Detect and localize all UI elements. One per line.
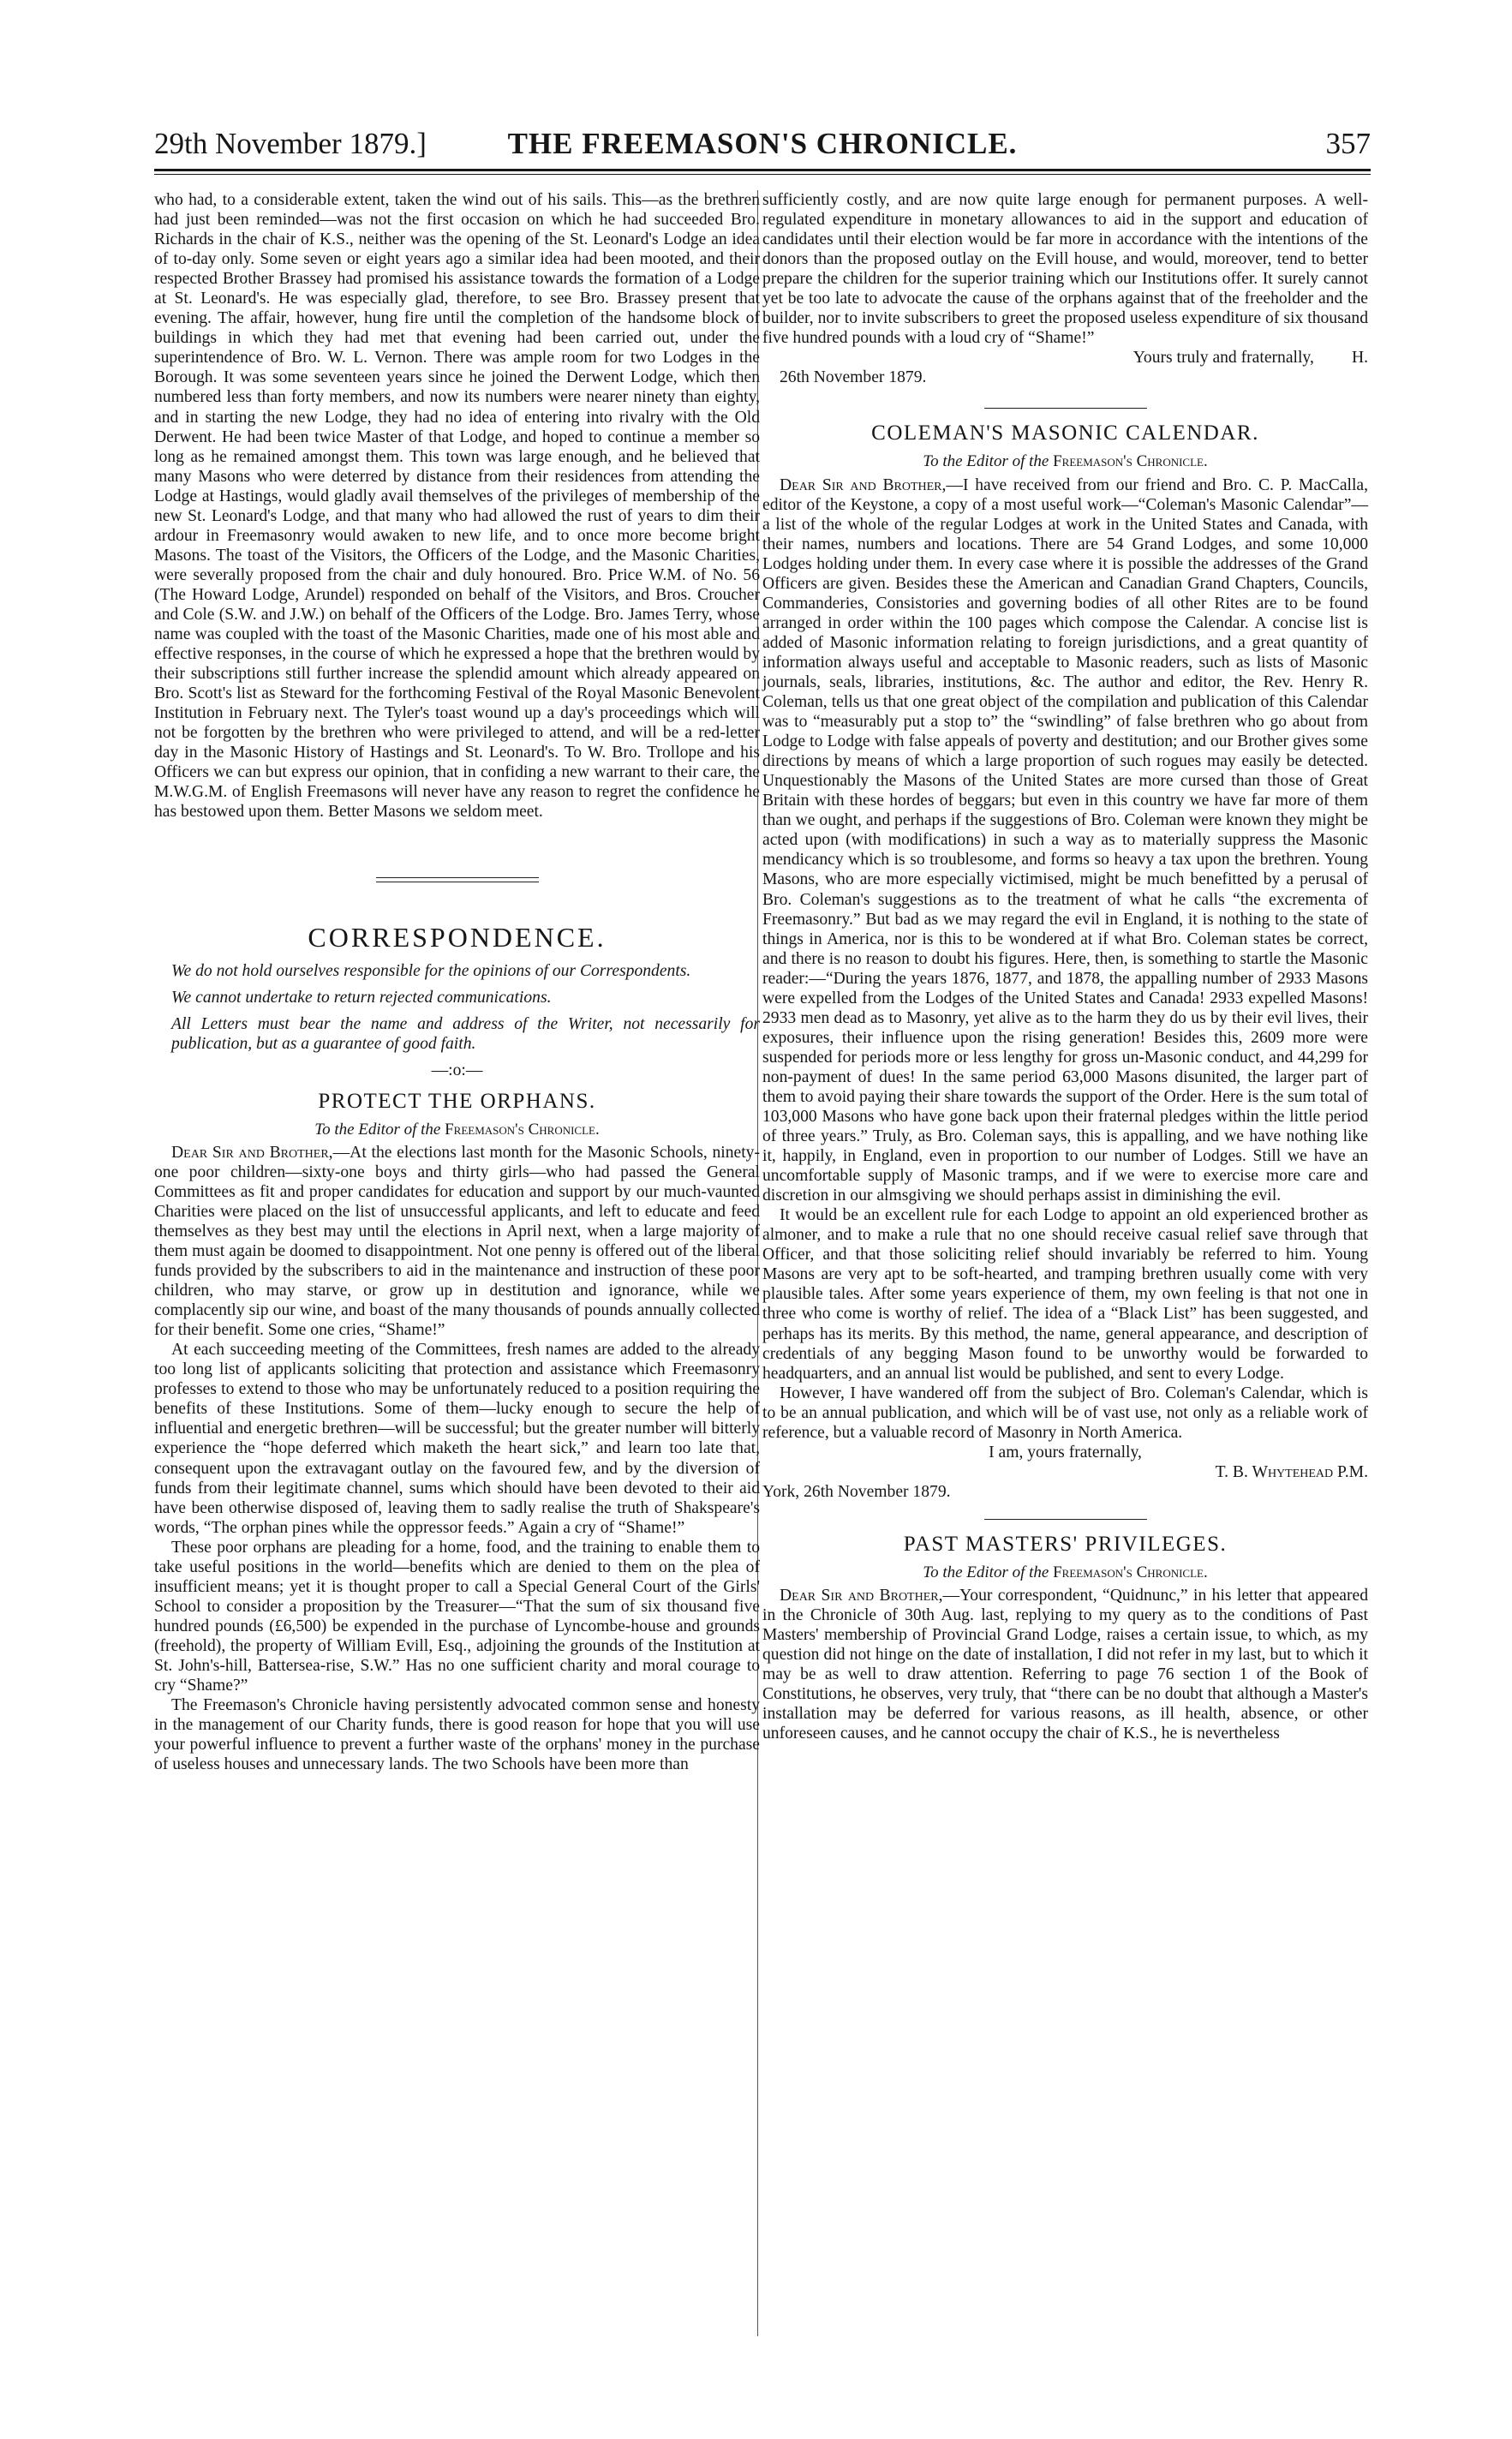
- past-masters-salutation: Dear Sir and Brother,: [780, 1587, 943, 1605]
- orphans-paragraph-2: At each succeeding meeting of the Committees, fresh names are added to the already too long list of applicants soliciting that protection and assistance which Freemasonry professes to extend to those who may be unfortunately reduced to a position requiring the benefits of these Institutions. Some of them—lucky enough to secure the help of influential and energetic brethren—will be successful; but the greater number will bitterly experience the “hope deferred which maketh the heart sick,” and learn too late that, consequent upon the extravagant outlay on the favoured few, and by the diversion of funds from their legitimate channel, sums which should have been devoted to their aid have been otherwise disposed of, leaving them to sadly realise the truth of Shakspeare's words, “The orphan pines while the oppressor feeds.” Again a cry of “Shame!”: [154, 1341, 760, 1537]
- masthead: [154, 127, 1371, 166]
- orphans-heading: PROTECT THE ORPHANS.: [318, 1089, 596, 1113]
- orphans-continuation: sufficiently costly, and are now quite large enough for permanent purposes. A well-regulated expenditure in monetary allowances to aid in the support and education of candidates until their election would be far more in accordance with the intentions of the donors than the proposed outlay on the Evill house, and would, moreover, tend to better prepare the children for the superior training which our Institutions offer. It surely cannot yet be too late to advocate the cause of the orphans against that of the freeholder and the builder, nor to invite subscribers to greet the proposed useless expenditure of six thousand five hundred pounds with a loud cry of “Shame!”: [762, 191, 1368, 348]
- coleman-signature: T. B. Whytehead P.M.: [1215, 1462, 1368, 1481]
- orphans-salutation: Dear Sir and Brother,: [171, 1143, 333, 1162]
- left-column: [154, 190, 760, 1774]
- coleman-paragraph-3: However, I have wandered off from the subject of Bro. Coleman's Calendar, which is to be an annual publication, and which will be of vast use, not only as a reliable work of reference, but a valuable record of Masonry in North America.: [762, 1384, 1368, 1442]
- notice-responsibility: We do not hold ourselves responsible for the opinions of our Correspondents.: [171, 961, 691, 980]
- coleman-paragraph-1: Dear Sir and Brother,—I have received from our friend and Bro. C. P. MacCalla, editor of the Keystone, a copy of a most useful work—“Coleman's Masonic Calendar”—a list of the whole of the regular Lodges at work in the United States and Canada, with their names, numbers and locations. There are 54 Grand Lodges, and some 10,000 Lodges holding under them. In every case where it is possible the addresses of the Grand Officers are given. Besides these the American and Canadian Grand Chapters, Councils, Commanderies, Consistories and governing bodies of all other Rites are to be found arranged in order within the 100 pages which compose the Calendar. A concise list is added of Masonic information relating to foreign jurisdictions, and a great quantity of information always useful and acceptable to Masonic readers, such as lists of Masonic journals, seals, libraries, institutions, &c. The author and editor, the Rev. Henry R. Coleman, tells us that one great object of the compilation and publication of this Calendar was to “measurably put a stop to” the “swindling” of false brethren who go about from Lodge to Lodge with false appeals of poverty and destitution; and our Brother gives some directions by means of which a large proportion of such rogues may easily be detected. Unquestionably the Masons of the United States are more cursed than those of Great Britain with these hordes of beggars; but even in this country we have far more of them than we ought, and perhaps if the suggestions of Bro. Coleman were known they might be acted upon (with modifications) in such a way as to materially suppress the Masonic mendicancy which is so troublesome, and forms so heavy a tax upon the brethren. Young Masons, who are more especially victimised, might be much benefitted by a perusal of Bro. Coleman's suggestions as to the treatment of what he calls “the excrementa of Freemasonry.” But bad as we may regard the evil in England, it is nothing to the state of things in America, nor is this to be wondered at if what Bro. Coleman states be correct, and there is no reason to doubt his figures. Here, then, is something to startle the Masonic reader:—“During the years 1876, 1877, and 1878, the appalling number of 2933 Masons were expelled from the Lodges of the United States and Canada! 2933 expelled Masons! 2933 men dead as to Masonry, yet alive as to the harm they do us by their evil lives, their exposures, their influence upon the rising generation! Besides this, 2609 more were suspended for periods more or less lengthy for gross un-Masonic conduct, and 44,299 for non-payment of dues! In the same period 63,000 Masons disunited, the larger part of them to avoid paying their share towards the support of the Order. Here is the sum total of 103,000 Masons who have gone back upon their fraternal pledges within the little period of three years.” Truly, as Bro. Coleman says, this is appalling, and we have nothing like it, happily, in England, even in proportion to our number of Lodges. Still we have an uncomfortable supply of Masonic tramps, and if we were to exercise more care and discretion in our almsgiving we should perhaps assist in diminishing the evil.: [762, 475, 1368, 1205]
- page-number: 357: [1325, 127, 1371, 160]
- orphans-paragraph-3: These poor orphans are pleading for a home, food, and the training to enable them to take useful positions in the world—benefits which are denied to them on the plea of insufficient means; yet it is thought proper to call a Special General Court of the Girls' School to consider a proposition by the Treasurer—“That the sum of six thousand five hundred pounds (£6,500) be expended in the purchase of Lyncombe-house and grounds (freehold), the property of William Evill, Esq., adjoining the grounds of the Institution at St. John's-hill, Battersea-rise, S.W.” Has no one sufficient charity and moral courage to cry “Shame?”: [154, 1538, 760, 1695]
- coleman-to-editor: To the Editor of the Freemason's Chronicle.: [923, 452, 1208, 471]
- coleman-salutation: Dear Sir and Brother,: [780, 475, 947, 494]
- orphans-to-editor: To the Editor of the Freemason's Chronicle.: [314, 1120, 600, 1139]
- orphans-paragraph-4: The Freemason's Chronicle having persistently advocated common sense and honesty in the management of our Charity funds, there is good reason for hope that you will use your powerful influence to prevent a further waste of the orphans' money in the purchase of useless houses and unnecessary lands. The two Schools have been more than: [154, 1696, 760, 1774]
- past-masters-paragraph-1: Dear Sir and Brother,—Your correspondent, “Quidnunc,” in his letter that appeared in the Chronicle of 30th Aug. last, replying to my query as to the conditions of Past Masters' membership of Provincial Grand Lodge, raises a certain issue, to which, as my question did not hinge on the date of installation, I did not refer in my last, but to which it may be as well to draw attention. Referring to page 76 section 1 of the Book of Constitutions, he observes, very truly, that “there can be no doubt that although a Master's installation may be deferred for various reasons, as ill health, absence, or other unforeseen causes, and he cannot occupy the chair of K.S., he is nevertheless: [762, 1587, 1368, 1743]
- orphans-signoff: Yours truly and fraternally, H.: [1133, 349, 1368, 368]
- right-column: [762, 190, 1368, 1743]
- coleman-signoff: I am, yours fraternally,: [989, 1443, 1142, 1462]
- masthead-rule-thin: [154, 174, 1371, 175]
- orphans-paragraph-1: Dear Sir and Brother,—At the elections last month for the Masonic Schools, ninety-one poor children—sixty-one boys and thirty girls—who had passed the General Committees as fit and proper candidates for education and support by our much-vaunted Charities were placed on the list of unsuccessful applicants, and left to educate and feed themselves as they best may until the elections in April next, when a large majority of them must again be doomed to disappointment. Not one penny is offered out of the liberal funds provided by the subscribers to aid in the maintenance and instruction of these poor children, who may starve, or grow up in destitution and ignorance, while we complacently sip our wine, and boast of the many thousands of pounds annually collected for their benefit. Some one cries, “Shame!”: [154, 1143, 760, 1340]
- report-continuation: who had, to a considerable extent, taken the wind out of his sails. This—as the brethren had just been reminded—was not the first occasion on which he had succeeded Bro. Richards in the chair of K.S., neither was the opening of the St. Leonard's Lodge an idea of to-day only. Some seven or eight years ago a similar idea had been mooted, and their respected Brother Brassey had promised his assistance towards the formation of a Lodge at St. Leonard's. He was especially glad, therefore, to see Bro. Brassey present that evening. The affair, however, hung fire until the completion of the handsome block of buildings in which they had met that evening had been carried out, under the superintendence of Bro. W. L. Vernon. There was ample room for two Lodges in the Borough. It was some seventeen years since he joined the Derwent Lodge, which then numbered less than forty members, and now its numbers were nearer ninety than eighty, and in starting the new Lodge, they had no idea of entering into rivalry with the Old Derwent. He had been twice Master of that Lodge, and hoped to continue a member so long as he remained amongst them. This town was large enough, and he believed that many Masons who were deterred by distance from their residences from attending the Lodge at Hastings, would gladly avail themselves of the privileges of membership of the new St. Leonard's Lodge, and that many who had allowed the rust of years to dim their ardour in Freemasonry would awaken to new life, and to once more become bright Masons. The toast of the Visitors, the Officers of the Lodge, and the Masonic Charities, were severally proposed from the chair and duly honoured. Bro. Price W.M. of No. 56 (The Howard Lodge, Arundel) responded on behalf of the Visitors, and Bros. Croucher and Cole (S.W. and J.W.) on behalf of the Officers of the Lodge. Bro. James Terry, whose name was coupled with the toast of the Masonic Charities, made one of his most able and effective responses, in the course of which he expressed a hope that the brethren would by their subscriptions still further increase the splendid amount which already appeared on Bro. Scott's list as Steward for the forthcoming Festival of the Royal Masonic Benevolent Institution in February next. The Tyler's toast wound up a day's proceedings which will not be forgotten by the brethren who were privileged to attend, and will be a red-letter day in the Masonic History of Hastings and St. Leonard's. To W. Bro. Trollope and his Officers we can but express our opinion, that in confiding a new warrant to their care, the M.W.G.M. of English Freemasons will never have any reason to regret the confidence he has bestowed upon them. Better Masons we seldom meet.: [154, 191, 760, 822]
- coleman-heading: COLEMAN'S MASONIC CALENDAR.: [871, 421, 1259, 445]
- correspondence-heading: CORRESPONDENCE.: [308, 921, 607, 953]
- coleman-paragraph-2: It would be an excellent rule for each Lodge to appoint an old experienced brother as almoner, and to make a rule that no one should receive casual relief save through that Officer, and that those soliciting relief should invariably be referred to him. Young Masons are very apt to be soft-hearted, and tramping brethren usually come with very plausible tales. After some years experience of them, my own feeling is that not one in three who come is worthy of relief. The idea of a “Black List” has been suggested, and perhaps has its merits. By this method, the name, general appearance, and description of credentials of any begging Mason found to be unworthy would be forwarded to headquarters, and an annual list would be published, and sent to every Lodge.: [762, 1206, 1368, 1383]
- orphans-date: 26th November 1879.: [780, 368, 927, 387]
- issue-date: 29th November 1879.]: [154, 127, 427, 160]
- past-masters-to-editor: To the Editor of the Freemason's Chronicle.: [923, 1563, 1208, 1581]
- past-masters-heading: PAST MASTERS' PRIVILEGES.: [903, 1532, 1228, 1556]
- coleman-place-date: York, 26th November 1879.: [762, 1482, 951, 1501]
- ornamental-separator: —:o:—: [431, 1061, 483, 1079]
- masthead-rule-thick: [154, 169, 1371, 171]
- notice-name-address: All Letters must bear the name and address of the Writer, not necessarily for publication, but as a guarantee of good faith.: [171, 1014, 760, 1053]
- notice-return: We cannot undertake to return rejected communications.: [171, 988, 552, 1007]
- publication-title: THE FREEMASON'S CHRONICLE.: [507, 127, 1018, 160]
- orphans-initial: H.: [1351, 349, 1368, 368]
